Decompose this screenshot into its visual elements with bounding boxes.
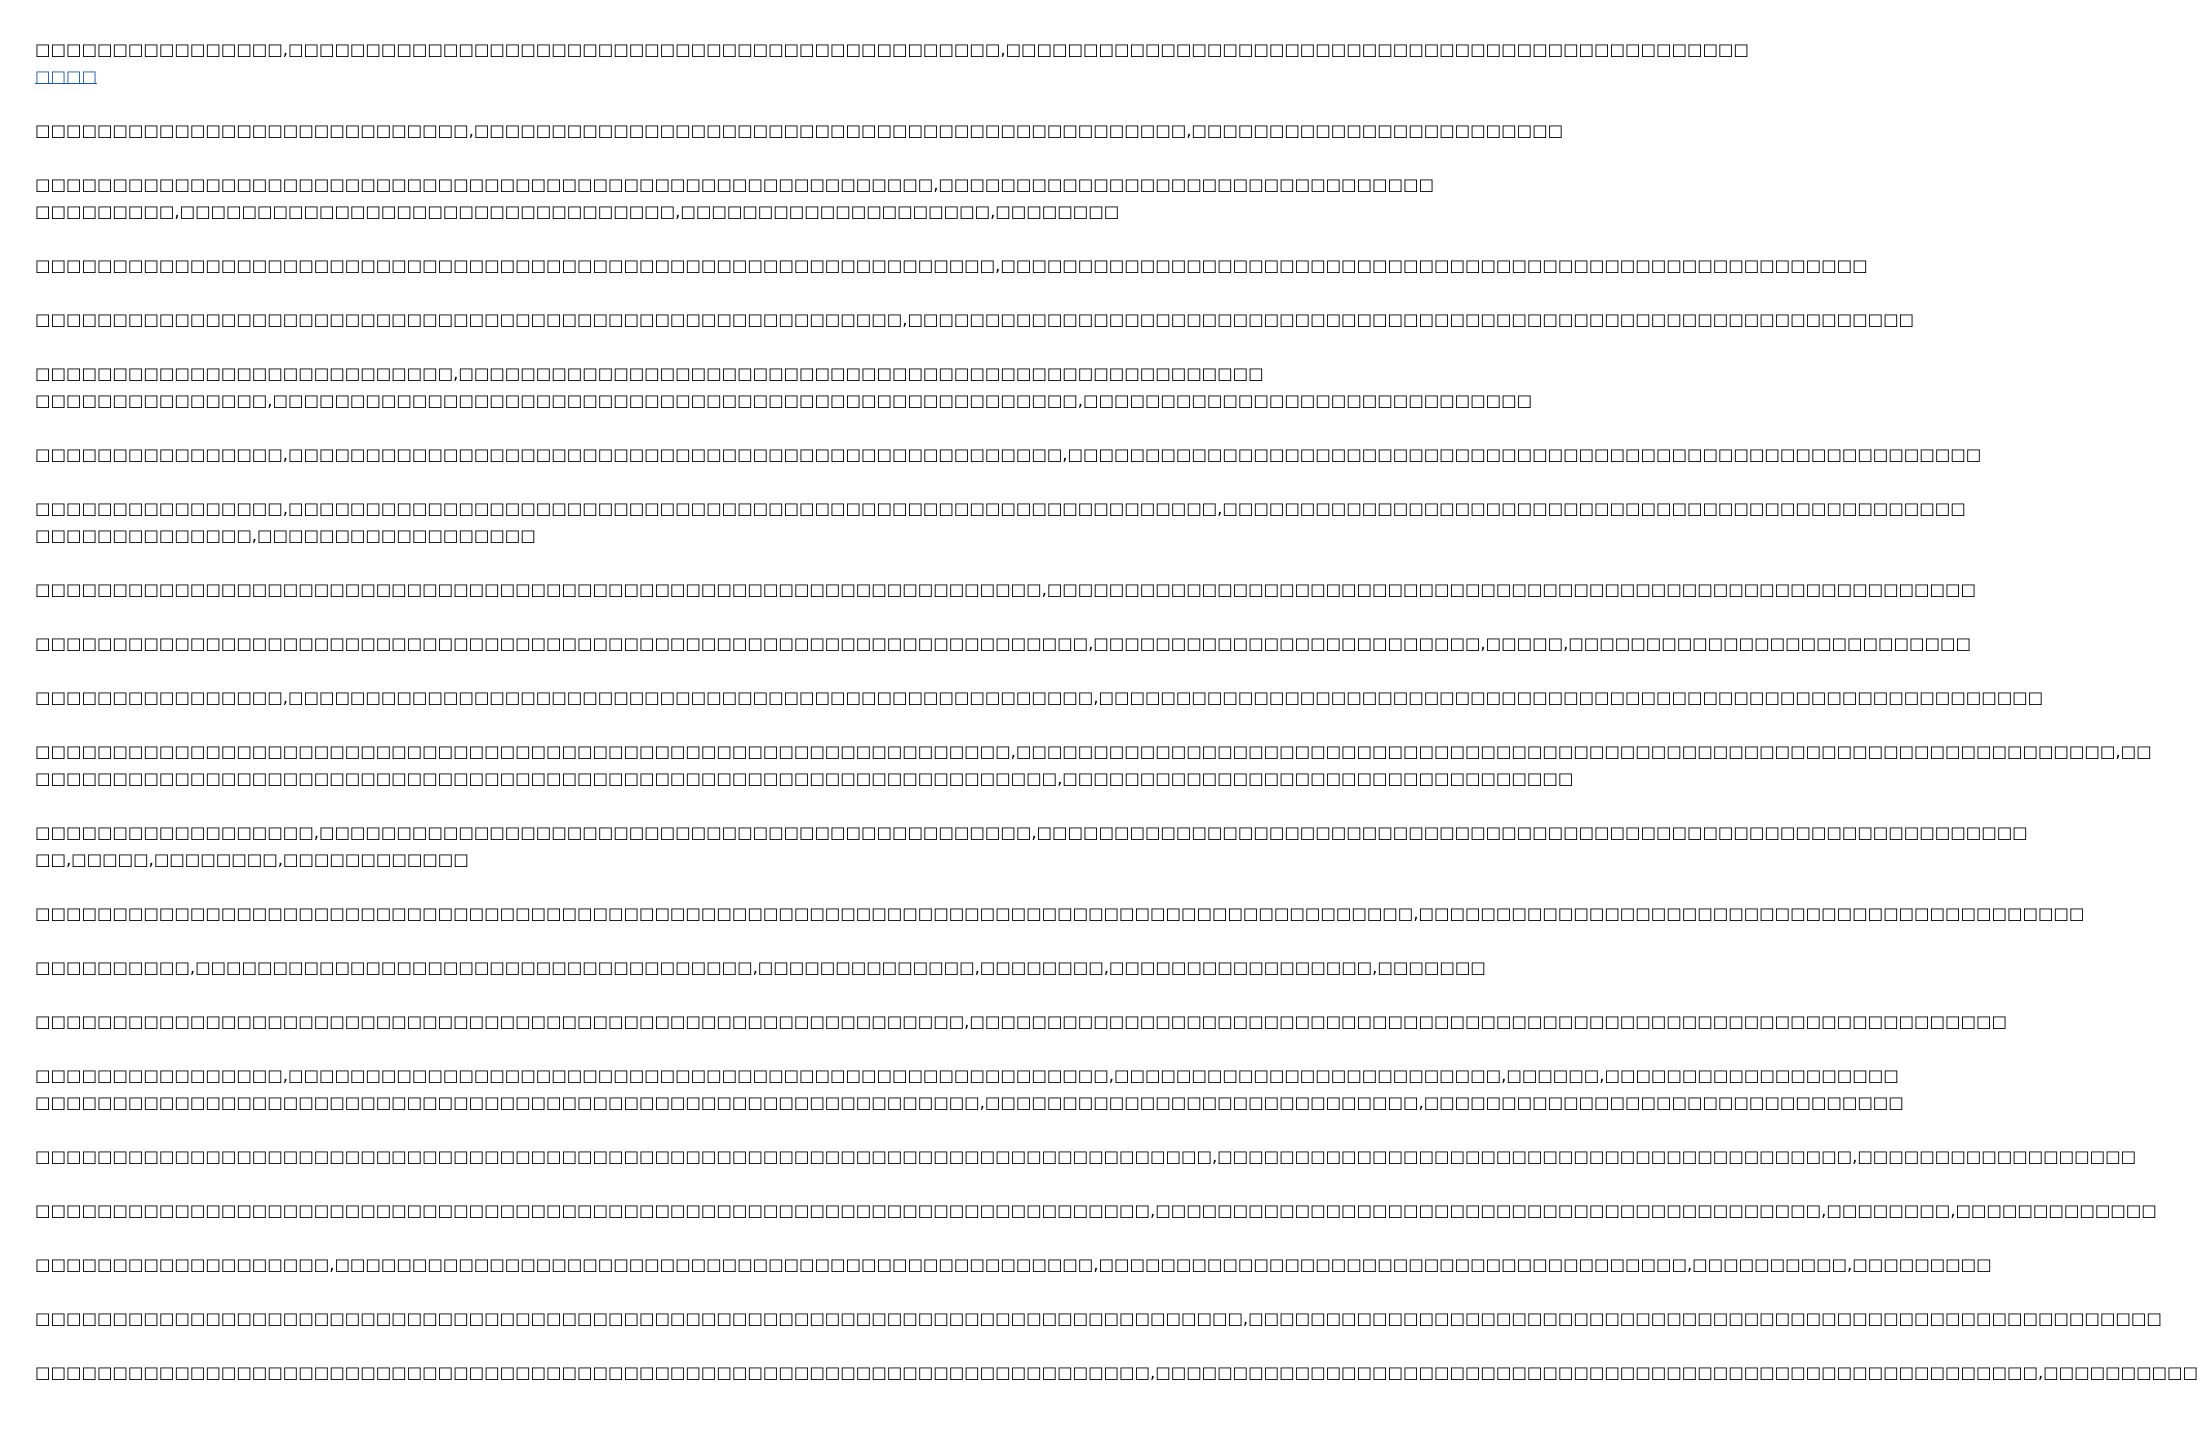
paragraph-line: □□□□□□□□□□□□□□□□,□□□□□□□□□□□□□□□□□□□□□□□□□□□□□□□□□□□□□□□□□□□□□□□□□□□□,□□□□□□□□□□□□□□□□□□□□□□□□□□□□□□□□□□□□□□□□□□□□□□□□□□□□□□□□□□□□□ [35, 688, 2044, 707]
paragraph-line: □□□□□□□□□□□□□□□□,□□□□□□□□□□□□□□□□□□□□□□□□□□□□□□□□□□□□□□□□□□□□□□□□□□□□□,□□□□□□□□□□□□□□□□□□□□□□□□□,□□□□□□,□□□□□□□□□□□□□□□□□□□ [35, 1066, 1899, 1085]
paragraph [35, 360, 1533, 414]
paragraph [35, 1305, 2162, 1332]
paragraph-line: □□,□□□□□,□□□□□□□□,□□□□□□□□□□□□ [35, 850, 469, 869]
paragraph-line: □□□□□□□□□□□□□□□,□□□□□□□□□□□□□□□□□□□□□□□□□□□□□□□□□□□□□□□□□□□□□□□□□□□□,□□□□□□□□□□□□□□□□□□□□□□□□□□□□□ [35, 391, 1533, 410]
paragraph [35, 1251, 1992, 1278]
paragraph [35, 1143, 2137, 1170]
paragraph-line: □□□□□□□□□□□□□□□□,□□□□□□□□□□□□□□□□□□□□□□□□□□□□□□□□□□□□□□□□□□□□□□□□□□□□□□□□□□□□,□□□□□□□□□□□□□□□□□□□□□□□□□□□□□□□□□□□□□□□□□□□□□□□□ [35, 499, 1966, 518]
paragraph-line: □□□□□□□□□□□□□□□□□□□□□□□□□□□□□□□□□□□□□□□□□□□□□□□□□□□□□□□□□□□□□□□□□□□□□□□□□□□□,□□□□□□□□□□□□□□□□□□□□□□□□□□□□□□□□□□□□□□□□□,□□□□□□□□□□□□□□□□□□ [35, 1147, 2137, 1166]
paragraph-line: □□□□□□□□□□□□□□□□□□,□□□□□□□□□□□□□□□□□□□□□□□□□□□□□□□□□□□□□□□□□□□□□□,□□□□□□□□□□□□□□□□□□□□□□□□□□□□□□□□□□□□□□□□□□□□□□□□□□□□□□□□□□□□□□□□ [35, 823, 2028, 842]
paragraph-line: □□□□□□□□□,□□□□□□□□□□□□□□□□□□□□□□□□□□□□□□□□,□□□□□□□□□□□□□□□□□□□□,□□□□□□□□ [35, 202, 1120, 221]
paragraph [35, 819, 2028, 873]
inline-link[interactable]: □□□□ [35, 67, 97, 86]
paragraph [35, 954, 1486, 981]
document-body [35, 36, 2198, 1413]
paragraph [35, 1062, 1904, 1116]
paragraph-line: □□□□□□□□□□□□□□□□□□□□□□□□□□□□□□□□□□□□□□□□□□□□□□□□□□□□□□□□□□□□□□□□□□□□,□□□□□□□□□□□□□□□□□□□□□□□□□,□□□□□,□□□□□□□□□□□□□□□□□□□□□□□□□□ [35, 634, 1971, 653]
paragraph [35, 252, 1868, 279]
paragraph-line: □□□□□□□□□□□□□□□□□□□□□□□□□□□□□□□□□□□□□□□□□□□□□□□□□□□□□□□□□□□□□□□,□□□□□□□□□□□□□□□□□□□□□□□□□□□□□□□□□□□□□□□□□□□□□□□□□□□□□□□□□□□□□□□□□□□□□□□,□□ [35, 742, 2152, 761]
paragraph [35, 738, 2152, 792]
paragraph [35, 576, 1976, 603]
paragraph-line: □□□□□□□□□□□□□□□□□□□,□□□□□□□□□□□□□□□□□□□□□□□□□□□□□□□□□□□□□□□□□□□□□□□□□,□□□□□□□□□□□□□□□□□□□□□□□□□□□□□□□□□□□□□□,□□□□□□□□□□,□□□□□□□□□ [35, 1255, 1992, 1274]
paragraph-line: □□□□□□□□□□□□□□□□□□□□□□□□□□□□,□□□□□□□□□□□□□□□□□□□□□□□□□□□□□□□□□□□□□□□□□□□□□□,□□□□□□□□□□□□□□□□□□□□□□□□ [35, 121, 1564, 140]
paragraph [35, 684, 2044, 711]
paragraph-line: □□□□□□□□□□□□□□□□□□□□□□□□□□□□□□□□□□□□□□□□□□□□□□□□□□□□□□□□□□□□□□□□□□□□□□□□,□□□□□□□□□□□□□□□□□□□□□□□□□□□□□□□□□□□□□□□□□□□,□□□□□□□□,□□□□□□□□□□□□□ [35, 1201, 2157, 1220]
paragraph-line: □□□□□□□□□□,□□□□□□□□□□□□□□□□□□□□□□□□□□□□□□□□□□□□,□□□□□□□□□□□□□□,□□□□□□□□,□□□□□□□□□□□□□□□□□,□□□□□□□ [35, 958, 1486, 977]
paragraph-line: □□□□□□□□□□□□□□□□□□□□□□□□□□□□□□□□□□□□□□□□□□□□□□□□□□□□□□□□□□□□□□,□□□□□□□□□□□□□□□□□□□□□□□□□□□□□□□□□□□□□□□□□□□□□□□□□□□□□□□□ [35, 256, 1868, 275]
paragraph [35, 1359, 2198, 1386]
paragraph-line: □□□□□□□□□□□□□□□□□□□□□□□□□□□□□□□□□□□□□□□□□□□□□□□□□□□□□□□□□□□□□□□□□□□□□□□□□□□□□□□□□□□□□□□□□,□□□□□□□□□□□□□□□□□□□□□□□□□□□□□□□□□□□□□□□□□□□ [35, 904, 2085, 923]
paragraph-line: □□□□□□□□□□□□□□□□,□□□□□□□□□□□□□□□□□□□□□□□□□□□□□□□□□□□□□□□□□□□□□□□□□□,□□□□□□□□□□□□□□□□□□□□□□□□□□□□□□□□□□□□□□□□□□□□□□□□□□□□□□□□□□□ [35, 445, 1982, 464]
paragraph [35, 171, 1434, 225]
paragraph [35, 1197, 2157, 1224]
paragraph [35, 630, 1971, 657]
paragraph [35, 36, 1749, 90]
paragraph-line: □□□□□□□□□□□□□□□□□□□□□□□□□□□□□□□□□□□□□□□□□□□□□□□□□□□□□□□□□□,□□□□□□□□□□□□□□□□□□□□□□□□□□□□□□□□ [35, 175, 1434, 194]
paragraph-line: □□□□□□□□□□□□□□□□□□□□□□□□□□□□□□□□□□□□□□□□□□□□□□□□□□□□□□□□,□□□□□□□□□□□□□□□□□□□□□□□□□□□□□□□□□□□□□□□□□□□□□□□□□□□□□□□□□□□□□□□□□ [35, 310, 1915, 329]
paragraph-line: □□□□□□□□□□□□□□□□□□□□□□□□□□□□□□□□□□□□□□□□□□□□□□□□□□□□□□□□□□□□□,□□□□□□□□□□□□□□□□□□□□□□□□□□□□,□□□□□□□□□□□□□□□□□□□□□□□□□□□□□□□ [35, 1093, 1904, 1112]
paragraph [35, 900, 2085, 927]
paragraph-line: □□□□□□□□□□□□□□,□□□□□□□□□□□□□□□□□□ [35, 526, 536, 545]
paragraph-line: □□□□□□□□□□□□□□□□□□□□□□□□□□□□□□□□□□□□□□□□□□□□□□□□□□□□□□□□□□□□□□□□□,□□□□□□□□□□□□□□□□□□□□□□□□□□□□□□□□□□□□□□□□□□□□□□□□□□□□□□□□□□□□ [35, 580, 1976, 599]
paragraph [35, 495, 1966, 549]
paragraph-line: □□□□□□□□□□□□□□□□□□□□□□□□□□□□□□□□□□□□□□□□□□□□□□□□□□□□□□□□□□□□□□□□□□□□□□□□,□□□□□□□□□□□□□□□□□□□□□□□□□□□□□□□□□□□□□□□□□□□□□□□□□□□□□□□□□,□□□□□□□□□□ [35, 1363, 2198, 1382]
paragraph-line: □□□□□□□□□□□□□□□□□□□□□□□□□□□□□□□□□□□□□□□□□□□□□□□□□□□□□□□□□□□□,□□□□□□□□□□□□□□□□□□□□□□□□□□□□□□□□□□□□□□□□□□□□□□□□□□□□□□□□□□□□□□□□□□□ [35, 1012, 2007, 1031]
paragraph-line: □□□□□□□□□□□□□□□□□□□□□□□□□□□□□□□□□□□□□□□□□□□□□□□□□□□□□□□□□□□□□□□□□□,□□□□□□□□□□□□□□□□□□□□□□□□□□□□□□□□□ [35, 769, 1574, 788]
paragraph-link-line [35, 63, 990, 90]
paragraph [35, 117, 1564, 144]
paragraph-line: □□□□□□□□□□□□□□□□,□□□□□□□□□□□□□□□□□□□□□□□□□□□□□□□□□□□□□□□□□□□□□□,□□□□□□□□□□□□□□□□□□□□□□□□□□□□□□□□□□□□□□□□□□□□□□□□ [35, 40, 1749, 59]
paragraph [35, 306, 1915, 333]
paragraph [35, 441, 1982, 468]
paragraph-line: □□□□□□□□□□□□□□□□□□□□□□□□□□□□□□□□□□□□□□□□□□□□□□□□□□□□□□□□□□□□□□□□□□□□□□□□□□□□□□,□□□□□□□□□□□□□□□□□□□□□□□□□□□□□□□□□□□□□□□□□□□□□□□□□□□□□□□□□□□ [35, 1309, 2162, 1328]
paragraph [35, 1008, 2007, 1035]
paragraph-line: □□□□□□□□□□□□□□□□□□□□□□□□□□□,□□□□□□□□□□□□□□□□□□□□□□□□□□□□□□□□□□□□□□□□□□□□□□□□□□□□ [35, 364, 1264, 383]
